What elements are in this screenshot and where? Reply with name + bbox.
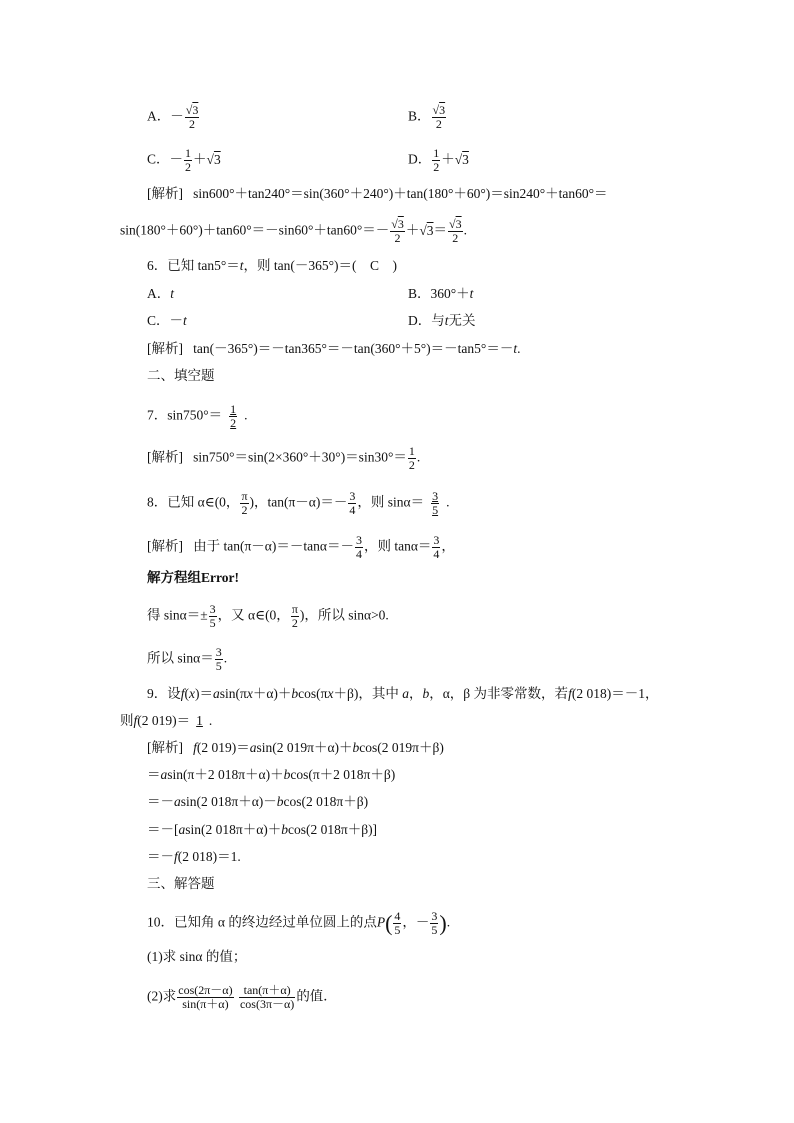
q10-sub2: (2)求 $\frac{\cos(2\pi-\alpha)}{\sin(\pi+\alpha)}$ $\frac{\tan(\pi+\alpha)}{\cos(3\pi-\alpha)}$ 的值．	[147, 983, 337, 1011]
answer-blank: $\frac{3}{5}$	[432, 489, 439, 517]
answer-blank: $\frac{1}{2}$	[230, 402, 237, 430]
sqrt-symbol: √3	[454, 151, 469, 167]
q5-option-d: D． $\frac{1}{2}$ ＋√3	[408, 146, 469, 174]
q9-analysis-step5: ＝－f(2 018)＝1.	[147, 849, 241, 864]
fraction: $\frac{√3}{2}$	[432, 103, 446, 131]
section-heading-fill-in: 二、填空题	[147, 368, 215, 383]
q9-stem-line2: 则f(2 019)＝ 1 .	[120, 713, 213, 728]
sqrt-symbol: √3	[185, 103, 199, 117]
q8-stem: 8．已知 α∈(0， $\frac{\pi}{2}$ )，tan(π－α)＝－ $\frac{3}{4}$ ，则 sinα＝ $\frac{3}{5}$ .	[147, 489, 450, 517]
q9-analysis-step2: ＝asin(π＋2 018π＋α)＋bcos(π＋2 018π＋β)	[147, 767, 396, 782]
q6-option-a: A．t	[147, 286, 175, 301]
q5-analysis-line1: [解析] sin600°＋tan240°＝sin(360°＋240°)＋tan(180°＋60°)＝sin240°＋tan60°＝	[147, 186, 608, 201]
q5-option-a: A．－ $\frac{√3}{2}$	[147, 103, 199, 131]
q8-analysis-line4: 所以 sinα＝ $\frac{3}{5}$ .	[147, 645, 228, 673]
sqrt-symbol: √3	[206, 151, 221, 167]
q6-option-d: D．与t无关	[408, 313, 476, 328]
q7-analysis: [解析] sin750°＝sin(2×360°＋30°)＝sin30°＝ $\frac{1}{2}$ .	[147, 444, 421, 472]
q9-stem-line1: 9．设f(x)＝asin(πx＋α)＋bcos(πx＋β)，其中 a，b，α，β 为非零常数，若f(2 018)＝－1，	[147, 686, 659, 701]
fraction: $\frac{1}{2}$	[185, 146, 192, 174]
q9-analysis-step1: [解析] f(2 019)＝asin(2 019π＋α)＋bcos(2 019π＋β)	[147, 740, 444, 755]
fraction: $\frac{1}{2}$	[433, 146, 440, 174]
q8-error-line: 解方程组Error!	[147, 570, 239, 585]
q10-sub1: (1)求 sinα 的值；	[147, 949, 247, 964]
q9-analysis-step3: ＝－asin(2 018π＋α)－bcos(2 018π＋β)	[147, 794, 369, 809]
q7-stem: 7．sin750°＝ $\frac{1}{2}$ .	[147, 402, 248, 430]
sqrt-symbol: √3	[432, 103, 446, 117]
q5-analysis-line2: sin(180°＋60°)＋tan60°＝－sin60°＋tan60°＝－ $\frac{√3}{2}$ ＋√3＝ $\frac{√3}{2}$ .	[120, 217, 467, 245]
q6-stem: 6．已知 tan5°＝t，则 tan(－365°)＝( C )	[147, 258, 398, 273]
q8-analysis-line3: 得 sinα＝± $\frac{3}{5}$ ，又 α∈(0， $\frac{\pi}{2}$ )，所以 sinα>0.	[147, 602, 389, 630]
q8-analysis-line1: [解析] 由于 tan(π－α)＝－tanα＝－ $\frac{3}{4}$ ，则 tanα＝ $\frac{3}{4}$ ，	[147, 533, 455, 561]
q5-option-b: B． $\frac{√3}{2}$	[408, 103, 446, 131]
q5-option-c: C．－ $\frac{1}{2}$ ＋√3	[147, 146, 221, 174]
q9-analysis-step4: ＝－[asin(2 018π＋α)＋bcos(2 018π＋β)]	[147, 822, 378, 837]
q6-analysis: [解析] tan(－365°)＝－tan365°＝－tan(360°＋5°)＝－tan5°＝－t.	[147, 341, 521, 356]
answer-blank: 1	[196, 713, 203, 728]
section-heading-solve: 三、解答题	[147, 876, 215, 891]
q6-option-b: B．360°＋t	[408, 286, 474, 301]
q6-option-c: C．－t	[147, 313, 187, 328]
q10-stem: 10．已知角 α 的终边经过单位圆上的点P( $\frac{4}{5}$ ，－ $\frac{3}{5}$ ).	[147, 909, 451, 937]
fraction: $\frac{√3}{2}$	[185, 103, 199, 131]
